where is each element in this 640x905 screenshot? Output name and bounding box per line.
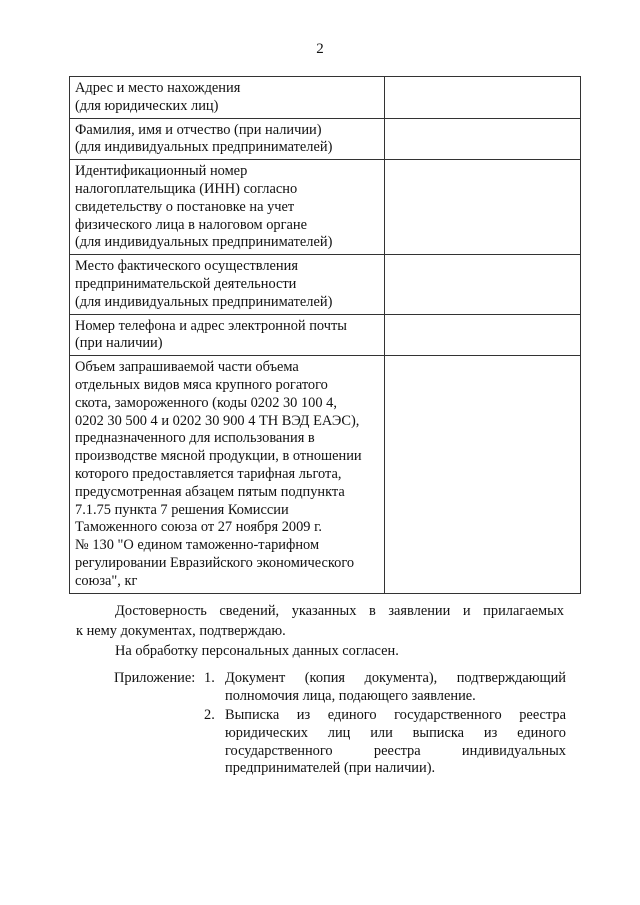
attachment-number: 2.	[204, 707, 215, 723]
confirmation-line: к нему документах, подтверждаю.	[76, 623, 286, 639]
attachments-label: Приложение:	[114, 670, 196, 686]
field-label	[70, 77, 385, 119]
label-line: отдельных видов мяса крупного рогатого	[75, 376, 328, 393]
table-row	[70, 356, 581, 593]
label-line: скота, замороженного (коды 0202 30 100 4,	[75, 394, 337, 411]
label-line: 7.1.75 пункта 7 решения Комиссии	[75, 501, 289, 518]
label-line: союза", кг	[75, 572, 138, 589]
label-line: № 130 "О едином таможенно-тарифном	[75, 537, 320, 554]
attachment-line: Выписка из единого государственного реестра	[225, 707, 566, 723]
field-value-full-name[interactable]	[385, 118, 581, 160]
field-label	[70, 255, 385, 314]
label-line: (при наличии)	[75, 335, 163, 352]
field-label	[70, 118, 385, 160]
label-line: предусмотренная абзацем пятым подпункта	[75, 483, 345, 500]
consent-paragraph	[76, 641, 564, 661]
field-value-business-location[interactable]	[385, 255, 581, 314]
label-line: Идентификационный номер	[75, 163, 248, 180]
field-value-inn[interactable]	[385, 160, 581, 255]
label-line: налогоплательщика (ИНН) согласно	[75, 180, 298, 197]
consent-text: На обработку персональных данных согласен.	[115, 643, 399, 659]
label-line: предназначенного для использования в	[75, 430, 315, 447]
label-line: Номер телефона и адрес электронной почты	[75, 317, 347, 334]
page-number: 2	[316, 41, 324, 57]
field-value-volume[interactable]	[385, 356, 581, 593]
attachment-number: 1.	[204, 670, 215, 686]
label-line: Место фактического осуществления	[75, 258, 298, 275]
table-row	[70, 314, 581, 356]
confirmation-line: Достоверность сведений, указанных в заявлении и прилагаемых	[115, 603, 564, 619]
label-line: регулировании Евразийского экономического	[75, 554, 355, 571]
field-value-address[interactable]	[385, 77, 581, 119]
attachment-line: полномочия лица, подающего заявление.	[225, 687, 476, 704]
table-row	[70, 118, 581, 160]
label-line: Объем запрашиваемой части объема	[75, 359, 299, 376]
table-row	[70, 160, 581, 255]
field-value-contacts[interactable]	[385, 314, 581, 356]
label-line: (для юридических лиц)	[75, 97, 219, 114]
label-line: производстве мясной продукции, в отношении	[75, 448, 362, 465]
attachment-text	[225, 670, 566, 706]
label-line: свидетельству о постановке на учет	[75, 198, 295, 215]
confirmation-paragraph	[76, 601, 564, 641]
label-line: которого предоставляется тарифная льгота,	[75, 465, 342, 482]
attachment-line: предпринимателей (при наличии).	[225, 760, 436, 777]
attachment-line: юридических лиц или выписка из единого	[225, 724, 566, 741]
attachment-line: Документ (копия документа), подтверждающий	[225, 670, 566, 686]
label-line: (для индивидуальных предпринимателей)	[75, 234, 333, 251]
application-form-table	[69, 76, 581, 594]
attachment-line: государственного реестра индивидуальных	[225, 742, 566, 759]
attachment-text	[225, 707, 566, 778]
table-row	[70, 77, 581, 119]
label-line: (для индивидуальных предпринимателей)	[75, 293, 333, 310]
field-label	[70, 356, 385, 593]
label-line: 0202 30 500 4 и 0202 30 900 4 ТН ВЭД ЕАЭС),	[75, 412, 360, 429]
label-line: Адрес и место нахождения	[75, 80, 241, 96]
label-line: Таможенного союза от 27 ноября 2009 г.	[75, 519, 322, 536]
label-line: физического лица в налоговом органе	[75, 216, 307, 233]
table-row	[70, 255, 581, 314]
label-line: (для индивидуальных предпринимателей)	[75, 139, 333, 156]
label-line: предпринимательской деятельности	[75, 275, 297, 292]
field-label	[70, 160, 385, 255]
label-line: Фамилия, имя и отчество (при наличии)	[75, 121, 322, 138]
field-label	[70, 314, 385, 356]
